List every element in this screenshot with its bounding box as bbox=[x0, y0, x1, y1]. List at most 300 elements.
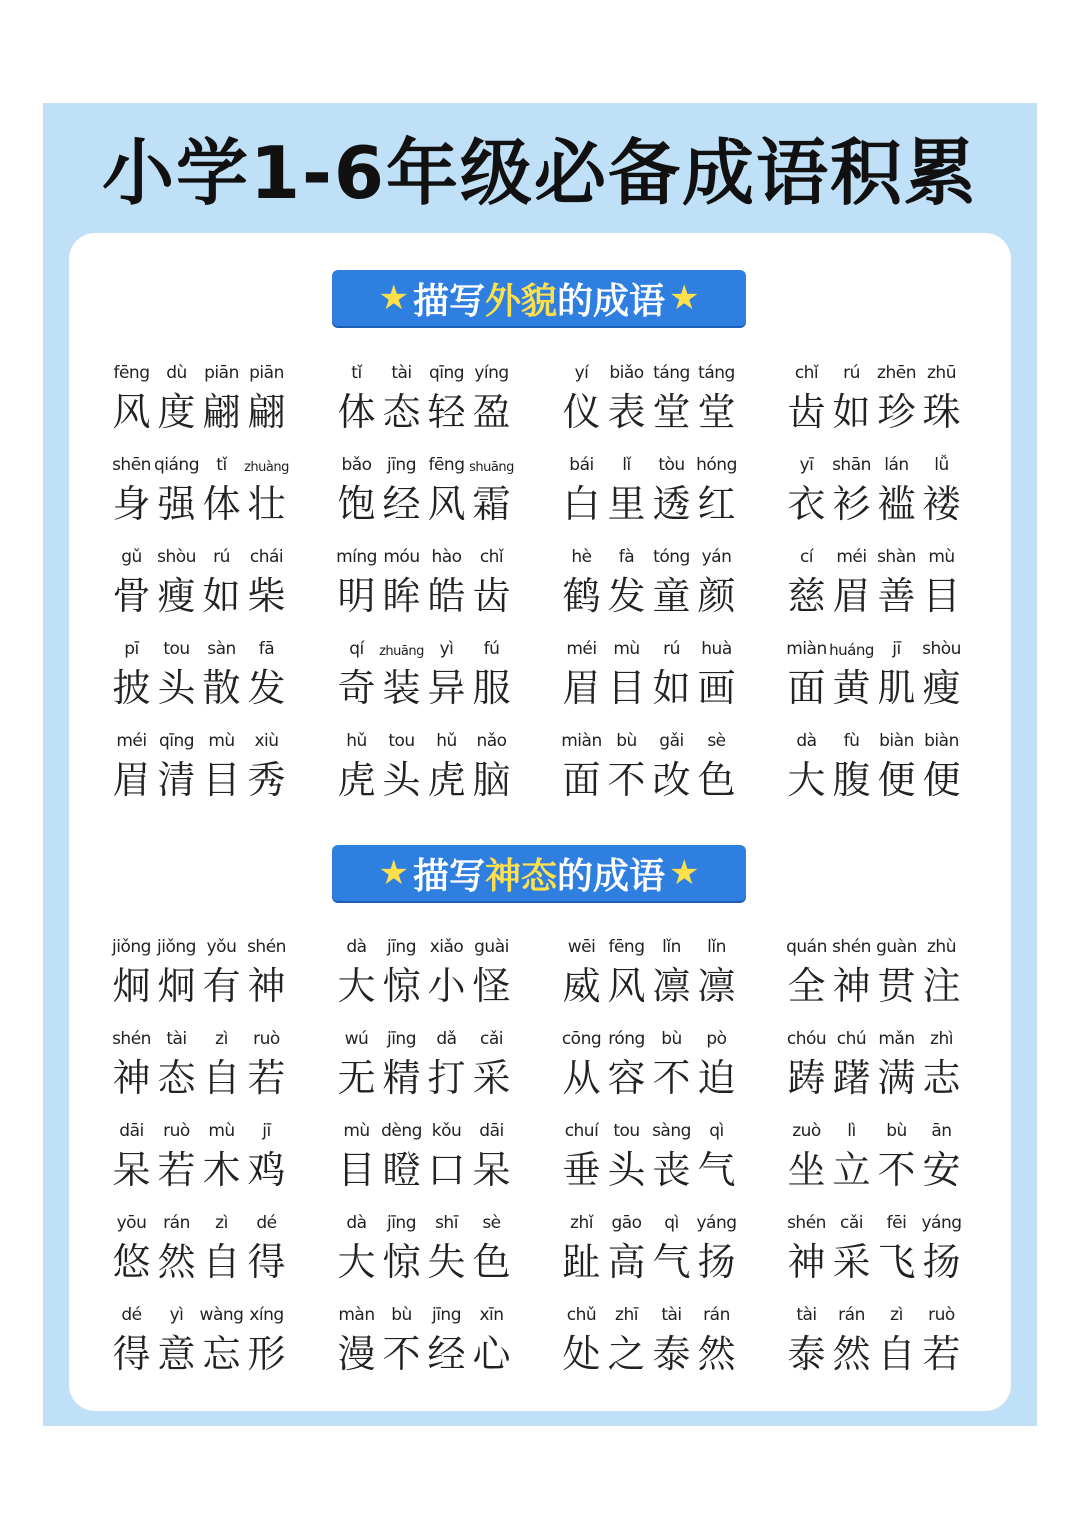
hanzi-character: 目 bbox=[202, 757, 241, 802]
idiom-pinyin bbox=[109, 449, 289, 475]
pinyin-syllable: guàn bbox=[876, 937, 917, 957]
idiom-characters bbox=[784, 567, 964, 617]
idiom-item bbox=[559, 1299, 784, 1391]
hanzi-character: 皓 bbox=[427, 573, 466, 618]
hanzi-character: 大 bbox=[337, 963, 376, 1008]
pinyin-syllable: qiáng bbox=[154, 455, 199, 475]
hanzi-character: 大 bbox=[337, 1239, 376, 1284]
pinyin-syllable: yì bbox=[439, 639, 454, 659]
hanzi-character: 飞 bbox=[877, 1239, 916, 1284]
banner-highlight: 外貌 bbox=[484, 280, 557, 322]
hanzi-character: 凛 bbox=[697, 963, 736, 1008]
hanzi-character: 异 bbox=[427, 665, 466, 710]
pinyin-syllable: tóng bbox=[653, 547, 690, 567]
idiom-grid-expression bbox=[109, 931, 979, 1391]
idiom-pinyin bbox=[109, 1299, 289, 1325]
hanzi-character: 目 bbox=[607, 665, 646, 710]
pinyin-syllable: zhì bbox=[930, 1029, 953, 1049]
idiom-characters bbox=[109, 659, 289, 709]
pinyin-syllable: méi bbox=[566, 639, 597, 659]
idiom-item bbox=[334, 633, 559, 725]
hanzi-character: 贯 bbox=[877, 963, 916, 1008]
idiom-characters bbox=[334, 1233, 514, 1283]
idiom-pinyin bbox=[109, 357, 289, 383]
hanzi-character: 处 bbox=[562, 1331, 601, 1376]
idiom-characters bbox=[559, 383, 739, 433]
idiom-item bbox=[784, 633, 1009, 725]
pinyin-syllable: yōu bbox=[116, 1213, 147, 1233]
idiom-pinyin bbox=[334, 931, 514, 957]
idiom-item bbox=[109, 725, 334, 817]
idiom-pinyin bbox=[109, 725, 289, 751]
hanzi-character: 不 bbox=[607, 757, 646, 802]
hanzi-character: 若 bbox=[157, 1147, 196, 1192]
hanzi-character: 若 bbox=[247, 1055, 286, 1100]
idiom-pinyin bbox=[784, 541, 964, 567]
pinyin-syllable: fēi bbox=[886, 1213, 907, 1233]
hanzi-character: 透 bbox=[652, 481, 691, 526]
idiom-characters bbox=[109, 1141, 289, 1191]
hanzi-character: 有 bbox=[202, 963, 241, 1008]
hanzi-character: 扬 bbox=[922, 1239, 961, 1284]
hanzi-character: 气 bbox=[652, 1239, 691, 1284]
idiom-characters bbox=[559, 957, 739, 1007]
hanzi-character: 不 bbox=[877, 1147, 916, 1192]
idiom-pinyin bbox=[109, 1207, 289, 1233]
hanzi-character: 面 bbox=[787, 665, 826, 710]
idiom-pinyin bbox=[334, 725, 514, 751]
pinyin-syllable: dà bbox=[346, 937, 367, 957]
pinyin-syllable: zhuàng bbox=[244, 460, 289, 475]
hanzi-character: 童 bbox=[652, 573, 691, 618]
idiom-item bbox=[334, 725, 559, 817]
hanzi-character: 脑 bbox=[472, 757, 511, 802]
idiom-pinyin bbox=[334, 1115, 514, 1141]
pinyin-syllable: bù bbox=[661, 1029, 682, 1049]
pinyin-syllable: mǎn bbox=[878, 1029, 915, 1049]
hanzi-character: 改 bbox=[652, 757, 691, 802]
pinyin-syllable: pī bbox=[124, 639, 139, 659]
pinyin-syllable: yǒu bbox=[206, 937, 237, 957]
hanzi-character: 褛 bbox=[922, 481, 961, 526]
hanzi-character: 木 bbox=[202, 1147, 241, 1192]
pinyin-syllable: chái bbox=[249, 547, 284, 567]
pinyin-syllable: tài bbox=[166, 1029, 187, 1049]
hanzi-character: 表 bbox=[607, 389, 646, 434]
pinyin-syllable: tài bbox=[796, 1305, 817, 1325]
hanzi-character: 头 bbox=[607, 1147, 646, 1192]
idiom-characters bbox=[109, 751, 289, 801]
idiom-item bbox=[559, 725, 784, 817]
pinyin-syllable: jīng bbox=[431, 1305, 461, 1325]
pinyin-syllable: piān bbox=[204, 363, 239, 383]
pinyin-syllable: fā bbox=[258, 639, 275, 659]
hanzi-character: 便 bbox=[877, 757, 916, 802]
pinyin-syllable: hóng bbox=[696, 455, 737, 475]
hanzi-character: 柴 bbox=[247, 573, 286, 618]
hanzi-character: 漫 bbox=[337, 1331, 376, 1376]
idiom-characters bbox=[784, 1325, 964, 1375]
hanzi-character: 凛 bbox=[652, 963, 691, 1008]
pinyin-syllable: kǒu bbox=[431, 1121, 462, 1141]
pinyin-syllable: rán bbox=[163, 1213, 190, 1233]
pinyin-syllable: zuò bbox=[792, 1121, 821, 1141]
hanzi-character: 齿 bbox=[787, 389, 826, 434]
hanzi-character: 趾 bbox=[562, 1239, 601, 1284]
idiom-characters bbox=[784, 475, 964, 525]
pinyin-syllable: bái bbox=[569, 455, 594, 475]
hanzi-character: 体 bbox=[337, 389, 376, 434]
pinyin-syllable: chǔ bbox=[566, 1305, 597, 1325]
hanzi-character: 腹 bbox=[832, 757, 871, 802]
hanzi-character: 秀 bbox=[247, 757, 286, 802]
pinyin-syllable: cí bbox=[799, 547, 814, 567]
idiom-characters bbox=[559, 475, 739, 525]
idiom-pinyin bbox=[334, 541, 514, 567]
hanzi-character: 打 bbox=[427, 1055, 466, 1100]
hanzi-character: 身 bbox=[112, 481, 151, 526]
pinyin-syllable: dà bbox=[346, 1213, 367, 1233]
pinyin-syllable: táng bbox=[653, 363, 690, 383]
pinyin-syllable: shén bbox=[787, 1213, 826, 1233]
pinyin-syllable: fēng bbox=[428, 455, 465, 475]
hanzi-character: 头 bbox=[157, 665, 196, 710]
idiom-characters bbox=[559, 1233, 739, 1283]
idiom-pinyin bbox=[559, 1023, 739, 1049]
pinyin-syllable: qīng bbox=[428, 363, 465, 383]
pinyin-syllable: shòu bbox=[157, 547, 196, 567]
idiom-characters bbox=[109, 1233, 289, 1283]
idiom-pinyin bbox=[559, 633, 739, 659]
pinyin-syllable: cǎi bbox=[480, 1029, 503, 1049]
hanzi-character: 仪 bbox=[562, 389, 601, 434]
pinyin-syllable: gāo bbox=[611, 1213, 642, 1233]
hanzi-character: 翩 bbox=[247, 389, 286, 434]
idiom-pinyin bbox=[334, 449, 514, 475]
pinyin-syllable: shén bbox=[832, 937, 871, 957]
banner-suffix: 的成语 bbox=[557, 855, 666, 897]
idiom-item bbox=[109, 633, 334, 725]
pinyin-syllable: gǎi bbox=[659, 731, 684, 751]
idiom-pinyin bbox=[109, 1115, 289, 1141]
pinyin-syllable: fēng bbox=[113, 363, 150, 383]
hanzi-character: 威 bbox=[562, 963, 601, 1008]
idiom-characters bbox=[334, 957, 514, 1007]
pinyin-syllable: jī bbox=[262, 1121, 271, 1141]
idiom-item bbox=[784, 725, 1009, 817]
idiom-item bbox=[334, 1115, 559, 1207]
pinyin-syllable: tou bbox=[388, 731, 415, 751]
pinyin-syllable: sè bbox=[707, 731, 726, 751]
hanzi-character: 从 bbox=[562, 1055, 601, 1100]
hanzi-character: 清 bbox=[157, 757, 196, 802]
pinyin-syllable: rú bbox=[843, 363, 860, 383]
hanzi-character: 神 bbox=[112, 1055, 151, 1100]
pinyin-syllable: shén bbox=[112, 1029, 151, 1049]
hanzi-character: 迫 bbox=[697, 1055, 736, 1100]
idiom-item bbox=[109, 931, 334, 1023]
pinyin-syllable: cǎi bbox=[840, 1213, 863, 1233]
pinyin-syllable: yáng bbox=[921, 1213, 962, 1233]
pinyin-syllable: fà bbox=[618, 547, 635, 567]
hanzi-character: 如 bbox=[202, 573, 241, 618]
idiom-characters bbox=[109, 567, 289, 617]
pinyin-syllable: hǔ bbox=[436, 731, 457, 751]
pinyin-syllable: qīng bbox=[158, 731, 195, 751]
idiom-pinyin bbox=[559, 541, 739, 567]
pinyin-syllable: huà bbox=[701, 639, 732, 659]
idiom-pinyin bbox=[784, 1299, 964, 1325]
pinyin-syllable: yíng bbox=[474, 363, 509, 383]
pinyin-syllable: shén bbox=[247, 937, 286, 957]
content-card bbox=[69, 233, 1011, 1411]
idiom-characters bbox=[559, 1141, 739, 1191]
pinyin-syllable: sàng bbox=[652, 1121, 691, 1141]
pinyin-syllable: dù bbox=[166, 363, 187, 383]
pinyin-syllable: jīng bbox=[386, 937, 416, 957]
hanzi-character: 安 bbox=[922, 1147, 961, 1192]
idiom-item bbox=[559, 1207, 784, 1299]
pinyin-syllable: ruò bbox=[253, 1029, 280, 1049]
idiom-pinyin bbox=[559, 357, 739, 383]
hanzi-character: 发 bbox=[607, 573, 646, 618]
page-title: 小学1-6年级必备成语积累 bbox=[101, 131, 979, 215]
pinyin-syllable: hào bbox=[431, 547, 462, 567]
pinyin-syllable: chǐ bbox=[794, 363, 819, 383]
pinyin-syllable: dé bbox=[256, 1213, 277, 1233]
hanzi-character: 泰 bbox=[652, 1331, 691, 1376]
pinyin-syllable: zhī bbox=[615, 1305, 638, 1325]
hanzi-character: 然 bbox=[157, 1239, 196, 1284]
hanzi-character: 画 bbox=[697, 665, 736, 710]
idiom-characters bbox=[109, 383, 289, 433]
idiom-item bbox=[334, 357, 559, 449]
pinyin-syllable: jiǒng bbox=[157, 937, 196, 957]
idiom-pinyin bbox=[784, 1115, 964, 1141]
idiom-pinyin bbox=[334, 1023, 514, 1049]
hanzi-character: 失 bbox=[427, 1239, 466, 1284]
pinyin-syllable: tou bbox=[613, 1121, 640, 1141]
pinyin-syllable: fēng bbox=[608, 937, 645, 957]
idiom-item bbox=[334, 931, 559, 1023]
pinyin-syllable: lǐ bbox=[622, 455, 631, 475]
pinyin-syllable: piān bbox=[249, 363, 284, 383]
idiom-item bbox=[334, 541, 559, 633]
pinyin-syllable: bǎo bbox=[341, 455, 372, 475]
pinyin-syllable: míng bbox=[336, 547, 377, 567]
idiom-item bbox=[784, 1207, 1009, 1299]
pinyin-syllable: wú bbox=[344, 1029, 369, 1049]
hanzi-character: 采 bbox=[832, 1239, 871, 1284]
star-icon: ★ bbox=[378, 278, 409, 318]
idiom-item bbox=[109, 1299, 334, 1391]
hanzi-character: 发 bbox=[247, 665, 286, 710]
hanzi-character: 全 bbox=[787, 963, 826, 1008]
pinyin-syllable: mù bbox=[208, 731, 235, 751]
idiom-pinyin bbox=[559, 725, 739, 751]
hanzi-character: 得 bbox=[112, 1331, 151, 1376]
hanzi-character: 慈 bbox=[787, 573, 826, 618]
hanzi-character: 丧 bbox=[652, 1147, 691, 1192]
idiom-characters bbox=[559, 751, 739, 801]
pinyin-syllable: méi bbox=[836, 547, 867, 567]
hanzi-character: 然 bbox=[697, 1331, 736, 1376]
idiom-characters bbox=[784, 751, 964, 801]
idiom-characters bbox=[334, 1325, 514, 1375]
hanzi-character: 颜 bbox=[697, 573, 736, 618]
idiom-pinyin bbox=[109, 1023, 289, 1049]
pinyin-syllable: ān bbox=[931, 1121, 952, 1141]
idiom-characters bbox=[784, 1233, 964, 1283]
hanzi-character: 堂 bbox=[697, 389, 736, 434]
hanzi-character: 心 bbox=[472, 1331, 511, 1376]
idiom-item bbox=[559, 1023, 784, 1115]
hanzi-character: 目 bbox=[337, 1147, 376, 1192]
hanzi-character: 强 bbox=[157, 481, 196, 526]
pinyin-syllable: lán bbox=[884, 455, 909, 475]
idiom-characters bbox=[334, 1141, 514, 1191]
pinyin-syllable: yī bbox=[799, 455, 814, 475]
idiom-item bbox=[784, 541, 1009, 633]
section-banner-appearance bbox=[332, 270, 746, 326]
pinyin-syllable: zhū bbox=[927, 363, 956, 383]
idiom-item bbox=[559, 541, 784, 633]
idiom-pinyin bbox=[784, 1023, 964, 1049]
idiom-pinyin bbox=[334, 633, 514, 659]
pinyin-syllable: dāi bbox=[119, 1121, 144, 1141]
hanzi-character: 经 bbox=[382, 481, 421, 526]
idiom-pinyin bbox=[784, 931, 964, 957]
hanzi-character: 眉 bbox=[562, 665, 601, 710]
hanzi-character: 眉 bbox=[112, 757, 151, 802]
idiom-characters bbox=[784, 659, 964, 709]
pinyin-syllable: dé bbox=[121, 1305, 142, 1325]
hanzi-character: 呆 bbox=[472, 1147, 511, 1192]
hanzi-character: 神 bbox=[247, 963, 286, 1008]
idiom-characters bbox=[559, 659, 739, 709]
pinyin-syllable: miàn bbox=[786, 639, 827, 659]
idiom-characters bbox=[334, 567, 514, 617]
idiom-item bbox=[784, 1299, 1009, 1391]
hanzi-character: 泰 bbox=[787, 1331, 826, 1376]
hanzi-character: 装 bbox=[382, 665, 421, 710]
hanzi-character: 躇 bbox=[832, 1055, 871, 1100]
pinyin-syllable: miàn bbox=[561, 731, 602, 751]
pinyin-syllable: nǎo bbox=[476, 731, 507, 751]
pinyin-syllable: zì bbox=[215, 1213, 228, 1233]
hanzi-character: 风 bbox=[112, 389, 151, 434]
hanzi-character: 齿 bbox=[472, 573, 511, 618]
section-banner-expression bbox=[332, 845, 746, 901]
idiom-pinyin bbox=[559, 1299, 739, 1325]
pinyin-syllable: tou bbox=[163, 639, 190, 659]
pinyin-syllable: chóu bbox=[786, 1029, 827, 1049]
pinyin-syllable: dèng bbox=[381, 1121, 422, 1141]
hanzi-character: 瘦 bbox=[922, 665, 961, 710]
idiom-characters bbox=[109, 957, 289, 1007]
hanzi-character: 披 bbox=[112, 665, 151, 710]
pinyin-syllable: fù bbox=[843, 731, 860, 751]
hanzi-character: 风 bbox=[427, 481, 466, 526]
hanzi-character: 扬 bbox=[697, 1239, 736, 1284]
hanzi-character: 惊 bbox=[382, 963, 421, 1008]
banner-prefix: 描写 bbox=[412, 855, 485, 897]
pinyin-syllable: pò bbox=[706, 1029, 727, 1049]
idiom-pinyin bbox=[334, 357, 514, 383]
pinyin-syllable: tài bbox=[661, 1305, 682, 1325]
pinyin-syllable: zhù bbox=[927, 937, 956, 957]
hanzi-character: 满 bbox=[877, 1055, 916, 1100]
idiom-pinyin bbox=[559, 931, 739, 957]
pinyin-syllable: wēi bbox=[567, 937, 596, 957]
pinyin-syllable: shēn bbox=[112, 455, 151, 475]
star-icon: ★ bbox=[378, 853, 409, 893]
banner-prefix: 描写 bbox=[412, 280, 485, 322]
pinyin-syllable: hǔ bbox=[346, 731, 367, 751]
hanzi-character: 自 bbox=[202, 1055, 241, 1100]
idiom-item bbox=[109, 357, 334, 449]
idiom-item bbox=[334, 1299, 559, 1391]
idiom-item bbox=[559, 633, 784, 725]
hanzi-character: 虎 bbox=[337, 757, 376, 802]
pinyin-syllable: tòu bbox=[658, 455, 685, 475]
pinyin-syllable: shī bbox=[435, 1213, 458, 1233]
idiom-item bbox=[559, 449, 784, 541]
hanzi-character: 口 bbox=[427, 1147, 466, 1192]
hanzi-character: 度 bbox=[157, 389, 196, 434]
hanzi-character: 衫 bbox=[832, 481, 871, 526]
idiom-pinyin bbox=[559, 1115, 739, 1141]
idiom-item bbox=[784, 357, 1009, 449]
idiom-characters bbox=[334, 751, 514, 801]
hanzi-character: 忘 bbox=[202, 1331, 241, 1376]
idiom-item bbox=[109, 1115, 334, 1207]
pinyin-syllable: shàn bbox=[877, 547, 916, 567]
idiom-pinyin bbox=[784, 633, 964, 659]
hanzi-character: 便 bbox=[922, 757, 961, 802]
hanzi-character: 色 bbox=[472, 1239, 511, 1284]
pinyin-syllable: chǐ bbox=[479, 547, 504, 567]
hanzi-character: 垂 bbox=[562, 1147, 601, 1192]
hanzi-character: 注 bbox=[922, 963, 961, 1008]
hanzi-character: 褴 bbox=[877, 481, 916, 526]
hanzi-character: 鹤 bbox=[562, 573, 601, 618]
pinyin-syllable: chú bbox=[836, 1029, 867, 1049]
idiom-pinyin bbox=[334, 1207, 514, 1233]
idiom-pinyin bbox=[109, 633, 289, 659]
pinyin-syllable: yí bbox=[574, 363, 589, 383]
pinyin-syllable: táng bbox=[698, 363, 735, 383]
idiom-pinyin bbox=[109, 931, 289, 957]
idiom-characters bbox=[559, 1049, 739, 1099]
pinyin-syllable: sàn bbox=[207, 639, 236, 659]
hanzi-character: 饱 bbox=[337, 481, 376, 526]
pinyin-syllable: màn bbox=[338, 1305, 375, 1325]
pinyin-syllable: xīn bbox=[479, 1305, 504, 1325]
pinyin-syllable: xiù bbox=[254, 731, 279, 751]
hanzi-character: 盈 bbox=[472, 389, 511, 434]
hanzi-character: 神 bbox=[787, 1239, 826, 1284]
pinyin-syllable: cōng bbox=[561, 1029, 602, 1049]
pinyin-syllable: yáng bbox=[696, 1213, 737, 1233]
idiom-grid-appearance bbox=[109, 357, 979, 817]
idiom-characters bbox=[784, 1141, 964, 1191]
hanzi-character: 如 bbox=[652, 665, 691, 710]
hanzi-character: 不 bbox=[652, 1055, 691, 1100]
idiom-item bbox=[559, 1115, 784, 1207]
hanzi-character: 如 bbox=[832, 389, 871, 434]
pinyin-syllable: qí bbox=[349, 639, 364, 659]
